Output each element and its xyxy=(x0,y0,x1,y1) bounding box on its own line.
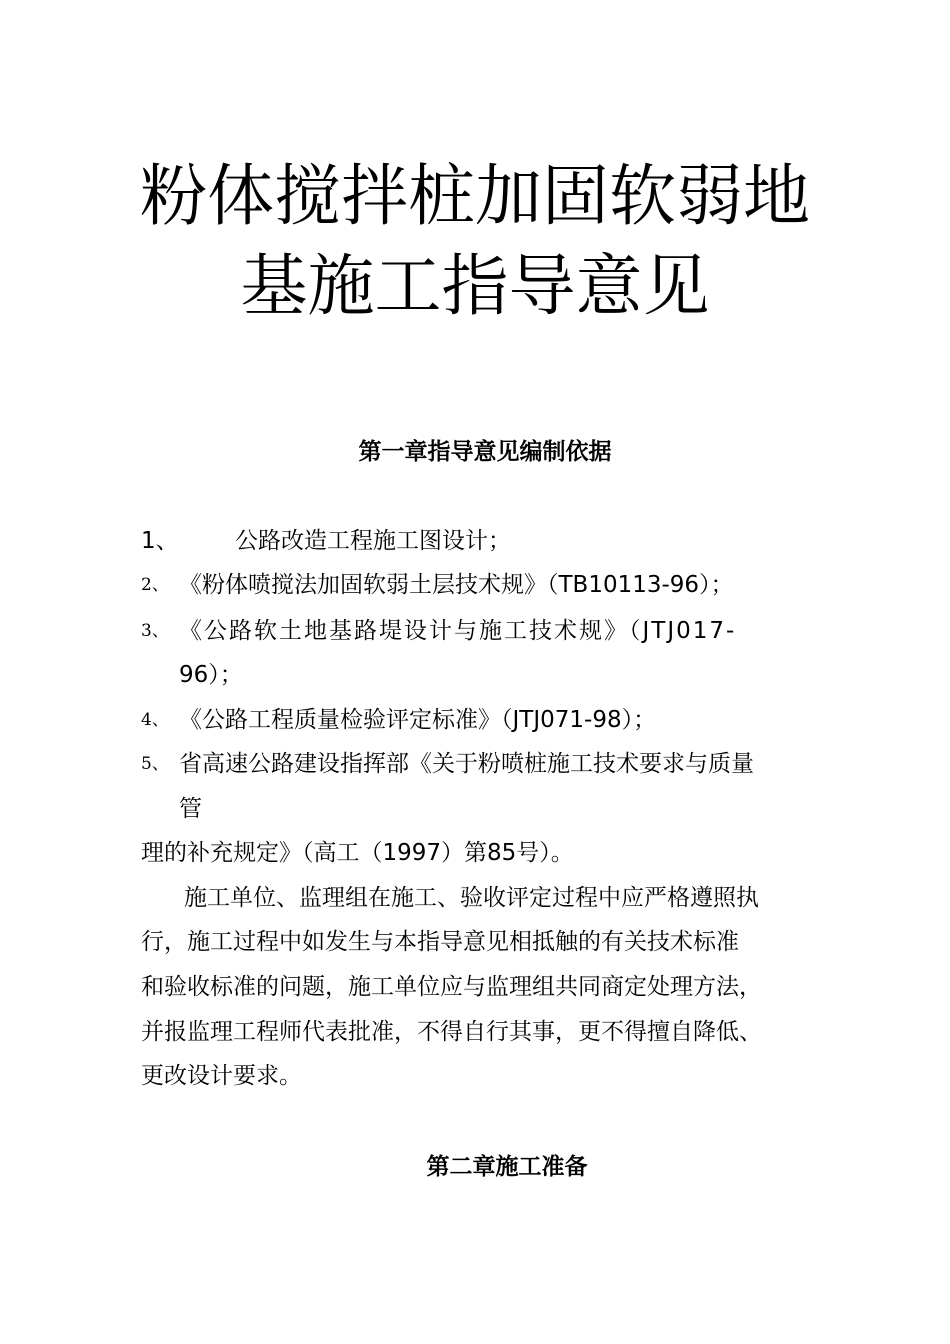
paragraph-line: 更改设计要求。 xyxy=(141,1063,302,1089)
list-item-number: 3、 xyxy=(141,621,169,641)
list-item-continuation: 理的补充规定》（高工（1997）第85号）。 xyxy=(141,840,574,866)
paragraph-line: 和验收标准的问题，施工单位应与监理组共同商定处理方法， xyxy=(141,974,762,1000)
list-item-number: 4、 xyxy=(141,710,169,730)
paragraph-line: 施工单位、监理组在施工、验收评定过程中应严格遵照执 xyxy=(184,885,759,911)
paragraph-line: 并报监理工程师代表批准，不得自行其事，更不得擅自降低、 xyxy=(141,1019,762,1045)
list-item-text: 公路改造工程施工图设计； xyxy=(235,528,511,554)
chapter-2-heading: 第二章施工准备 xyxy=(426,1154,588,1180)
list-item-text: 省高速公路建设指挥部《关于粉喷桩施工技术要求与质量 xyxy=(179,751,754,777)
paragraph-line: 行，施工过程中如发生与本指导意见相抵触的有关技术标准 xyxy=(141,929,739,955)
list-item-text: 《公路软土地基路堤设计与施工技术规》（JTJ017- xyxy=(179,618,737,644)
list-item-number: 1、 xyxy=(141,528,179,554)
list-item-number: 2、 xyxy=(141,575,169,595)
list-item-text: 《粉体喷搅法加固软弱土层技术规》（TB10113-96）； xyxy=(179,572,734,598)
list-item-number: 5、 xyxy=(141,754,169,774)
chapter-1-heading: 第一章指导意见编制依据 xyxy=(358,439,612,465)
document-title-line-2: 基施工指导意见 xyxy=(240,247,710,325)
list-item-continuation: 96）； xyxy=(179,662,243,688)
document-title-line-1: 粉体搅拌桩加固软弱地 xyxy=(140,157,810,235)
list-item-text: 《公路工程质量检验评定标准》（JTJ071-98）； xyxy=(179,707,657,733)
list-item-continuation: 管 xyxy=(179,796,202,822)
